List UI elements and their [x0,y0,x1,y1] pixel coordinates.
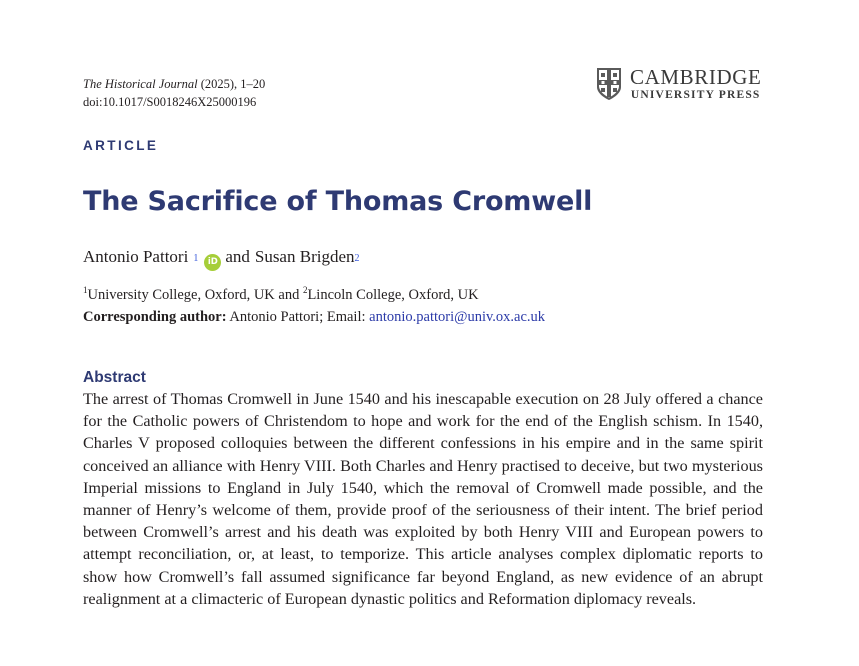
publisher-logo[interactable] [596,66,761,102]
author-affiliation-sup-2[interactable]: 2 [354,253,360,264]
journal-year-pages: (2025), 1–20 [197,77,266,91]
journal-citation [83,75,265,111]
publisher-wordmark [630,64,762,102]
journal-name: The Historical Journal [83,77,198,91]
corresponding-author-label: Corresponding author: [83,309,227,325]
author-affiliation-sup-1[interactable]: 1 [193,253,199,264]
abstract-text: The arrest of Thomas Cromwell in June 1540 and his inescapable execution on 28 July offered a chance for the Catholic powers of Christendom to hope and work for the end of the English schism. In 1540, Charles V proposed colloquies between the different confessions in his empire and in the same spirit conceived an alliance with Henry VIII. Both Charles and Henry practised to deceive, but two mysterious Imperial missions to England in July 1540, which the removal of Cromwell made possible, and the manner of Henry’s welcome of them, provide proof of the seriousness of their intent. The brief period between Cromwell’s arrest and his death was exploited by both Henry VIII and European powers to attempt reconciliation, or, at least, to temporize. This article analyses complex diplomatic reports to show how Cromwell’s fall assumed significance far beyond England, as new evidence of an abrupt realignment at a climacteric of European dynastic politics and Reformation diplomacy reveals. [83,390,763,608]
author-connector: and [225,247,250,266]
orcid-icon[interactable]: iD [204,254,221,271]
affiliations [83,285,479,304]
corresponding-email-link[interactable]: antonio.pattori@univ.ox.ac.uk [369,309,546,325]
article-title: The Sacrifice of Thomas Cromwell [83,186,593,217]
corresponding-author-text: Antonio Pattori; Email: [226,309,370,325]
affiliation-1: University College, Oxford, UK and [87,286,303,303]
affiliation-2: Lincoln College, Oxford, UK [307,286,479,303]
journal-name-line [83,75,265,93]
abstract-heading: Abstract [83,369,146,386]
author-name-2[interactable]: Susan Brigden [254,247,355,266]
article-type-label: ARTICLE [83,138,159,153]
affiliation-sup-1: 1 [83,285,88,295]
author-name-1[interactable]: Antonio Pattori [83,247,189,266]
affiliation-sup-2: 2 [302,285,308,295]
publisher-name: CAMBRIDGE [630,64,762,89]
publisher-subname: UNIVERSITY PRESS [630,88,761,101]
journal-doi[interactable]: doi:10.1017/S0018246X25000196 [83,95,257,109]
corresponding-author [83,309,545,326]
cambridge-shield-icon [596,67,622,101]
author-list [83,247,360,269]
